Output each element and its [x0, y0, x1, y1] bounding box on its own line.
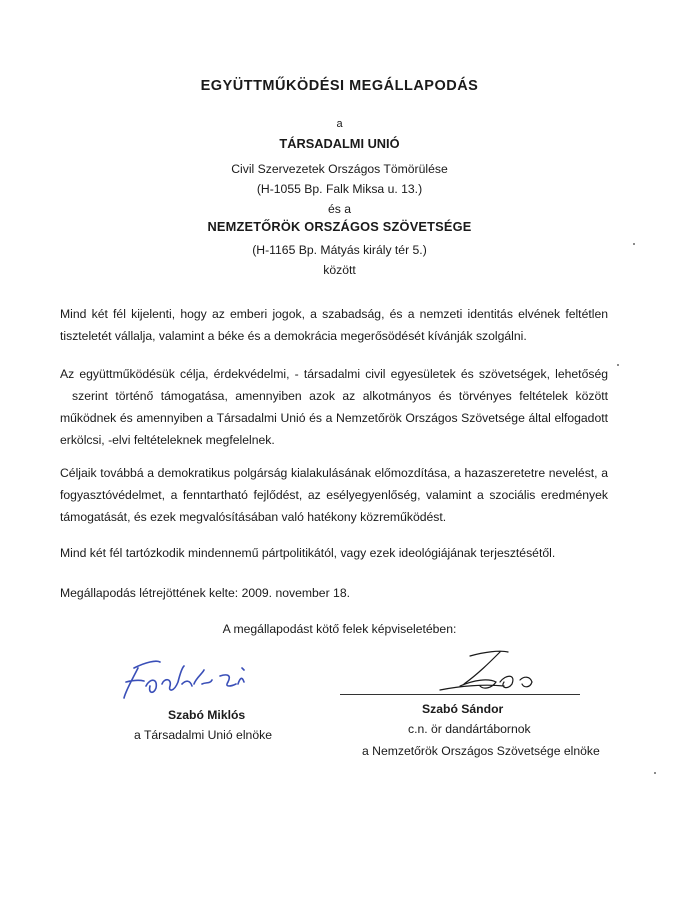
- paragraph-date: [60, 582, 608, 604]
- signatory-right-name: Szabó Sándor: [422, 702, 504, 716]
- paragraph-politics: [60, 542, 608, 564]
- signature-block-left: [112, 654, 312, 764]
- paragraph-line: fogyasztóvédelmet, a fenntartható fejlődést, az esélyegyenlőség, valamint a szociális eredmények: [60, 488, 608, 502]
- party2-name: NEMZETŐRÖK ORSZÁGOS SZÖVETSÉGE: [207, 219, 472, 234]
- paragraph-line: Megállapodás létrejöttének kelte: 2009. november 18.: [60, 586, 350, 600]
- document-title: EGYÜTTMŰKÖDÉSI MEGÁLLAPODÁS: [200, 78, 479, 94]
- paragraph-line: Az együttműködésük célja, érdekvédelmi, - társadalmi civil egyesületek és szövetségek, lehetőség: [60, 367, 608, 381]
- scan-speck: [654, 772, 656, 774]
- paragraph-line: működnek és amennyiben a Társadalmi Unió és a Nemzetőrök Országos Szövetsége által elfogadott: [60, 411, 608, 425]
- paragraph-line: szerint történő támogatása, amennyiben azok az alkotmányos és törvényes feltételek között: [72, 389, 608, 403]
- paragraph-values: [60, 303, 608, 347]
- signature-block-right: [340, 654, 630, 784]
- paragraph-line: Céljaik továbbá a demokratikus polgárság kialakulásának előmozdítása, a hazaszeretetre nevelést, a: [60, 466, 608, 480]
- party2-address: (H-1165 Bp. Mátyás király tér 5.): [252, 243, 427, 257]
- handwritten-signature-right: [400, 646, 570, 706]
- paragraph-line: erkölcsi, -elvi feltételeknek megfelelnek.: [60, 433, 275, 447]
- scan-speck: [617, 364, 619, 366]
- paragraph-line: Mind két fél kijelenti, hogy az emberi jogok, a szabadság, és a nemzeti identitás elvének feltétlen: [60, 307, 608, 321]
- signature-line: [340, 694, 580, 695]
- paragraph-goals: [60, 462, 608, 528]
- paragraph-line: tiszteletét vállalja, valamint a béke és a demokrácia megerősödését kívánják szolgálni.: [60, 329, 527, 343]
- paragraph-line: támogatását, és ezek megvalósításában való hatékony közreműködést.: [60, 510, 447, 524]
- handwritten-signature-left: [116, 654, 286, 704]
- header-a: a: [336, 118, 343, 130]
- signature-intro: A megállapodást kötő felek képviseletében:: [222, 622, 457, 636]
- party1-address: (H-1055 Bp. Falk Miksa u. 13.): [256, 182, 423, 196]
- signatory-left-name: Szabó Miklós: [168, 708, 246, 722]
- header-between: között: [323, 263, 356, 277]
- paragraph-purpose: [60, 363, 608, 451]
- scan-speck: [633, 243, 635, 245]
- signatory-right-organization: a Nemzetőrök Országos Szövetsége elnöke: [362, 744, 600, 758]
- header-and: és a: [327, 202, 352, 216]
- party1-name: TÁRSADALMI UNIÓ: [279, 136, 400, 151]
- signatory-left-role: a Társadalmi Unió elnöke: [134, 728, 272, 742]
- signatory-right-role: c.n. ör dandártábornok: [408, 722, 531, 736]
- paragraph-line: Mind két fél tartózkodik mindennemű pártpolitikától, vagy ezek ideológiájának terjesztésétől.: [60, 546, 556, 560]
- party1-subtitle: Civil Szervezetek Országos Tömörülése: [231, 162, 448, 176]
